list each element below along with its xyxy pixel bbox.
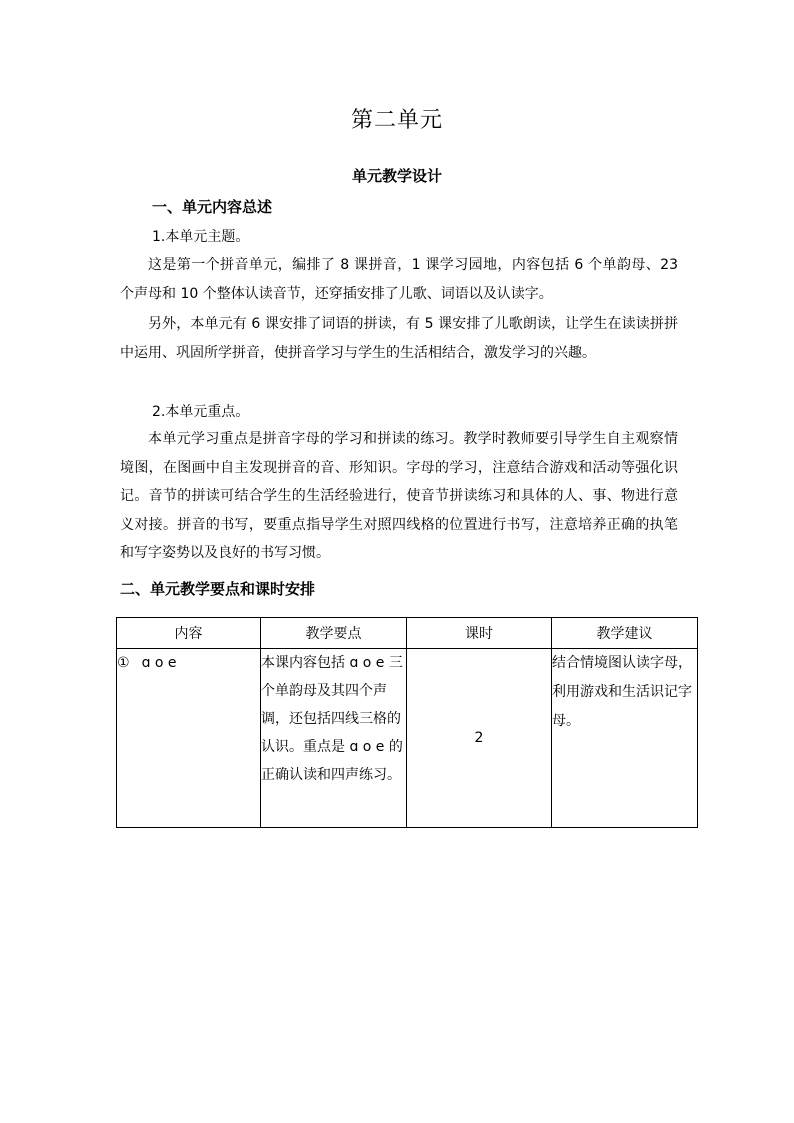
table-row xyxy=(117,649,698,828)
page-subtitle: 单元教学设计 xyxy=(351,167,442,185)
header-content: 内容 xyxy=(117,618,261,649)
paragraph-theme-1: 这是第一个拼音单元，编排了 8 课拼音，1 课学习园地，内容包括 6 个单韵母、23 个声母和 10 个整体认读音节，还穿插安排了儿歌、词语以及认读字。 xyxy=(120,257,678,302)
header-teaching-suggestions: 教学建议 xyxy=(552,618,698,649)
class-hours-cell: 2 xyxy=(407,649,552,828)
item-title-theme: 1.本单元主题。 xyxy=(152,229,250,245)
lesson-name: ɑ o e xyxy=(141,655,177,671)
lesson-number: ① xyxy=(117,655,130,671)
item-title-focus: 2.本单元重点。 xyxy=(152,404,250,420)
page-title: 第二单元 xyxy=(350,108,443,133)
section-heading-2: 二、单元教学要点和课时安排 xyxy=(120,580,316,598)
paragraph-focus: 本单元学习重点是拼音字母的学习和拼读的练习。教学时教师要引导学生自主观察情境图，在图画中自主发现拼音的音、形知识。字母的学习，注意结合游戏和活动等强化识记。音节的拼读可结合学生的生活经验进行，使音节拼读练习和具体的人、事、物进行意义对接。拼音的书写，要重点指导学生对照四线格的位置进行书写，注意培养正确的执笔和写字姿势以及良好的书写习惯。 xyxy=(120,431,678,561)
lesson-cell xyxy=(117,649,261,828)
teaching-suggestion-cell: 结合情境图认读字母，利用游戏和生活识记字母。 xyxy=(552,649,698,828)
header-class-hours: 课时 xyxy=(407,618,552,649)
section-heading-1: 一、单元内容总述 xyxy=(152,198,273,216)
lesson-plan-table xyxy=(116,617,698,828)
teaching-points-cell: 本课内容包括 ɑ o e 三个单韵母及其四个声调，还包括四线三格的认识。重点是 ɑ o e 的正确认读和四声练习。 xyxy=(261,649,407,828)
table-header-row xyxy=(117,618,698,649)
header-teaching-points: 教学要点 xyxy=(261,618,407,649)
paragraph-theme-2: 另外，本单元有 6 课安排了词语的拼读，有 5 课安排了儿歌朗读，让学生在读读拼拼中运用、巩固所学拼音，使拼音学习与学生的生活相结合，激发学习的兴趣。 xyxy=(120,316,678,361)
